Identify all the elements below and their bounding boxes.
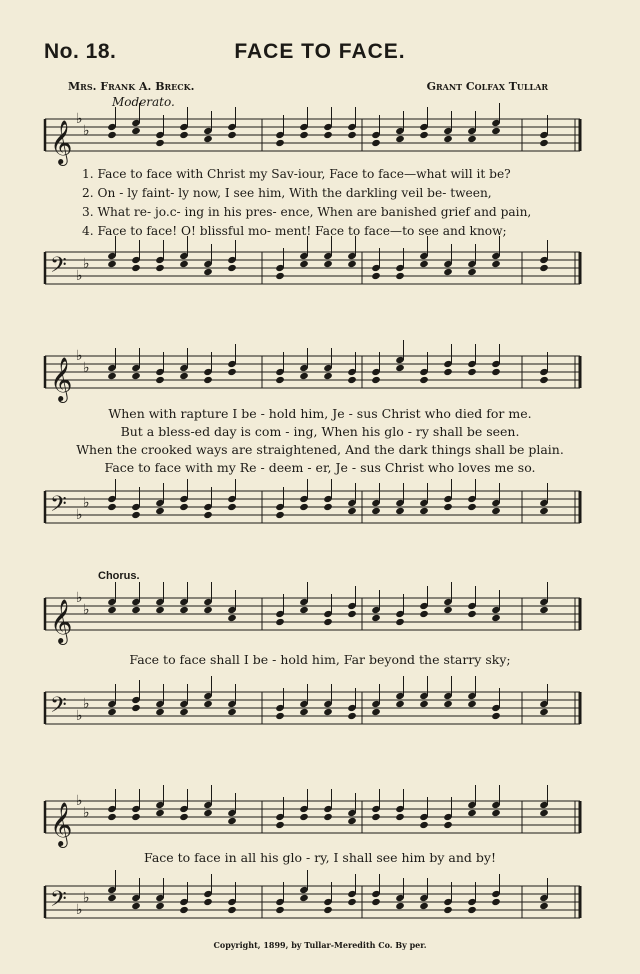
notehead: [275, 511, 285, 519]
notehead: [491, 898, 501, 906]
notehead: [131, 127, 141, 135]
notehead: [443, 268, 453, 276]
flat-icon: ♭: [76, 348, 83, 364]
staff-system-3-bass: [0, 688, 640, 738]
staff-system-1-bass: [0, 248, 640, 298]
notehead: [299, 606, 309, 614]
notehead: [539, 507, 549, 515]
treble-clef-icon: 𝄞: [50, 802, 73, 846]
notehead: [131, 606, 141, 614]
verse-line: When with rapture I be - hold him, Je - sus Christ who died for me.: [108, 406, 532, 421]
notehead: [491, 614, 501, 622]
notehead: [467, 906, 477, 914]
flat-icon: ♭: [83, 696, 90, 712]
notehead: [539, 376, 549, 384]
notehead: [179, 131, 189, 139]
notehead: [467, 368, 477, 376]
notehead: [371, 898, 381, 906]
copyright-notice: Copyright, 1899, by Tullar-Meredith Co. By per.: [213, 940, 427, 950]
flat-icon: ♭: [76, 902, 83, 918]
notehead: [443, 606, 453, 614]
notehead: [347, 260, 357, 268]
notehead: [155, 902, 165, 910]
chorus-label: Chorus.: [98, 570, 140, 582]
notehead: [131, 372, 141, 380]
notehead: [395, 902, 405, 910]
flat-icon: ♭: [83, 495, 90, 511]
notehead: [491, 260, 501, 268]
chorus-line: Face to face shall I be - hold him, Far beyond the starry sky;: [129, 652, 511, 667]
notehead: [539, 139, 549, 147]
notehead: [419, 507, 429, 515]
notehead: [395, 618, 405, 626]
notehead: [395, 272, 405, 280]
notehead: [299, 894, 309, 902]
notehead: [275, 821, 285, 829]
notehead: [371, 813, 381, 821]
flat-icon: ♭: [83, 123, 90, 139]
notehead: [467, 700, 477, 708]
verse-line: When the crooked ways are straightened, And the dark things shall be plain.: [76, 442, 564, 457]
notehead: [107, 260, 117, 268]
notehead: [275, 139, 285, 147]
notehead: [539, 606, 549, 614]
verse-line: 1. Face to face with Christ my Sav-iour, Face to face—what will it be?: [82, 167, 511, 181]
notehead: [419, 700, 429, 708]
notehead: [395, 813, 405, 821]
notehead: [491, 368, 501, 376]
notehead: [179, 708, 189, 716]
staff-system-1-treble: [0, 111, 640, 165]
notehead: [491, 127, 501, 135]
notehead: [203, 376, 213, 384]
notehead: [443, 368, 453, 376]
flat-icon: ♭: [76, 507, 83, 523]
notehead: [419, 610, 429, 618]
notehead: [467, 503, 477, 511]
flat-icon: ♭: [83, 256, 90, 272]
notehead: [467, 610, 477, 618]
bass-clef-icon: 𝄢: [50, 693, 67, 723]
flat-icon: ♭: [83, 805, 90, 821]
flat-icon: ♭: [76, 111, 83, 127]
notehead: [323, 906, 333, 914]
notehead: [299, 503, 309, 511]
notehead: [467, 268, 477, 276]
hymn-title: FACE TO FACE.: [234, 40, 406, 63]
verse-block-1: [82, 165, 582, 241]
notehead: [227, 817, 237, 825]
notehead: [419, 260, 429, 268]
notehead: [347, 712, 357, 720]
notehead: [275, 712, 285, 720]
notehead: [347, 898, 357, 906]
notehead: [371, 376, 381, 384]
notehead: [155, 376, 165, 384]
notehead: [347, 817, 357, 825]
staff-system-4-bass: [0, 882, 640, 932]
notehead: [491, 809, 501, 817]
notehead: [491, 507, 501, 515]
notehead: [227, 708, 237, 716]
notehead: [371, 708, 381, 716]
flat-icon: ♭: [76, 590, 83, 606]
notehead: [275, 906, 285, 914]
lyricist: Mrs. Frank A. Breck.: [68, 80, 195, 93]
notehead: [107, 708, 117, 716]
bass-clef-icon: 𝄢: [50, 492, 67, 522]
notehead: [203, 606, 213, 614]
notehead: [323, 131, 333, 139]
notehead: [347, 507, 357, 515]
notehead: [419, 131, 429, 139]
notehead: [179, 372, 189, 380]
notehead: [371, 139, 381, 147]
notehead: [275, 376, 285, 384]
verse-line: 4. Face to face! O! blissful mo- ment! Face to face—to see and know;: [82, 224, 507, 238]
notehead: [203, 700, 213, 708]
notehead: [539, 809, 549, 817]
notehead: [179, 606, 189, 614]
notehead: [395, 507, 405, 515]
notehead: [299, 813, 309, 821]
notehead: [155, 264, 165, 272]
bass-clef-icon: 𝄢: [50, 887, 67, 917]
notehead: [155, 809, 165, 817]
notehead: [395, 135, 405, 143]
notehead: [299, 131, 309, 139]
notehead: [443, 906, 453, 914]
notehead: [131, 813, 141, 821]
notehead: [131, 264, 141, 272]
staff-system-4-treble: [0, 793, 640, 847]
verse-line: 3. What re- jo.c- ing in his pres- ence, When are banished grief and pain,: [82, 205, 532, 219]
notehead: [539, 264, 549, 272]
chorus-line: Face to face in all his glo - ry, I shall see him by and by!: [144, 850, 496, 865]
notehead: [179, 906, 189, 914]
notehead: [131, 902, 141, 910]
notehead: [395, 700, 405, 708]
notehead: [539, 902, 549, 910]
notehead: [179, 813, 189, 821]
notehead: [371, 507, 381, 515]
credits: [0, 80, 640, 96]
notehead: [203, 135, 213, 143]
notehead: [275, 272, 285, 280]
notehead: [155, 507, 165, 515]
notehead: [371, 614, 381, 622]
notehead: [443, 700, 453, 708]
notehead: [299, 260, 309, 268]
notehead: [107, 503, 117, 511]
notehead: [491, 712, 501, 720]
notehead: [179, 260, 189, 268]
notehead: [227, 614, 237, 622]
flat-icon: ♭: [76, 793, 83, 809]
notehead: [371, 272, 381, 280]
flat-icon: ♭: [76, 268, 83, 284]
notehead: [323, 618, 333, 626]
notehead: [539, 708, 549, 716]
notehead: [155, 139, 165, 147]
notehead: [299, 372, 309, 380]
notehead: [323, 503, 333, 511]
staff-system-2-treble: [0, 348, 640, 402]
staff-system-2-bass: [0, 487, 640, 537]
hymn-number: No. 18.: [44, 40, 117, 63]
notehead: [107, 606, 117, 614]
notehead: [155, 606, 165, 614]
tempo-marking: Moderato.: [112, 95, 175, 109]
notehead: [299, 708, 309, 716]
treble-clef-icon: 𝄞: [50, 120, 73, 164]
notehead: [131, 511, 141, 519]
flat-icon: ♭: [83, 890, 90, 906]
composer: Grant Colfax Tullar: [426, 80, 548, 93]
bass-clef-icon: 𝄢: [50, 253, 67, 283]
notehead: [203, 268, 213, 276]
notehead: [323, 260, 333, 268]
treble-clef-icon: 𝄞: [50, 357, 73, 401]
notehead: [107, 894, 117, 902]
notehead: [203, 898, 213, 906]
notehead: [107, 813, 117, 821]
notehead: [227, 503, 237, 511]
notehead: [155, 708, 165, 716]
treble-clef-icon: 𝄞: [50, 599, 73, 643]
flat-icon: ♭: [83, 360, 90, 376]
notehead: [347, 610, 357, 618]
notehead: [323, 372, 333, 380]
notehead: [467, 809, 477, 817]
notehead: [131, 704, 141, 712]
staff-system-3-treble: [0, 590, 640, 644]
flat-icon: ♭: [76, 708, 83, 724]
notehead: [227, 906, 237, 914]
notehead: [347, 131, 357, 139]
verse-line: Face to face with my Re - deem - er, Je - sus Christ who loves me so.: [104, 460, 536, 475]
notehead: [323, 813, 333, 821]
notehead: [203, 511, 213, 519]
notehead: [203, 809, 213, 817]
notehead: [227, 131, 237, 139]
notehead: [179, 503, 189, 511]
notehead: [275, 618, 285, 626]
flat-icon: ♭: [83, 602, 90, 618]
notehead: [227, 368, 237, 376]
notehead: [419, 821, 429, 829]
notehead: [443, 135, 453, 143]
notehead: [323, 708, 333, 716]
notehead: [467, 135, 477, 143]
notehead: [347, 376, 357, 384]
notehead: [227, 264, 237, 272]
verse-line: But a bless-ed day is com - ing, When his glo - ry shall be seen.: [120, 424, 520, 439]
notehead: [443, 503, 453, 511]
notehead: [395, 364, 405, 372]
notehead: [419, 376, 429, 384]
hymn-header: [0, 40, 640, 70]
notehead: [107, 372, 117, 380]
notehead: [443, 821, 453, 829]
verse-line: 2. On - ly faint- ly now, I see him, With the darkling veil be- tween,: [82, 186, 492, 200]
notehead: [107, 131, 117, 139]
notehead: [419, 902, 429, 910]
